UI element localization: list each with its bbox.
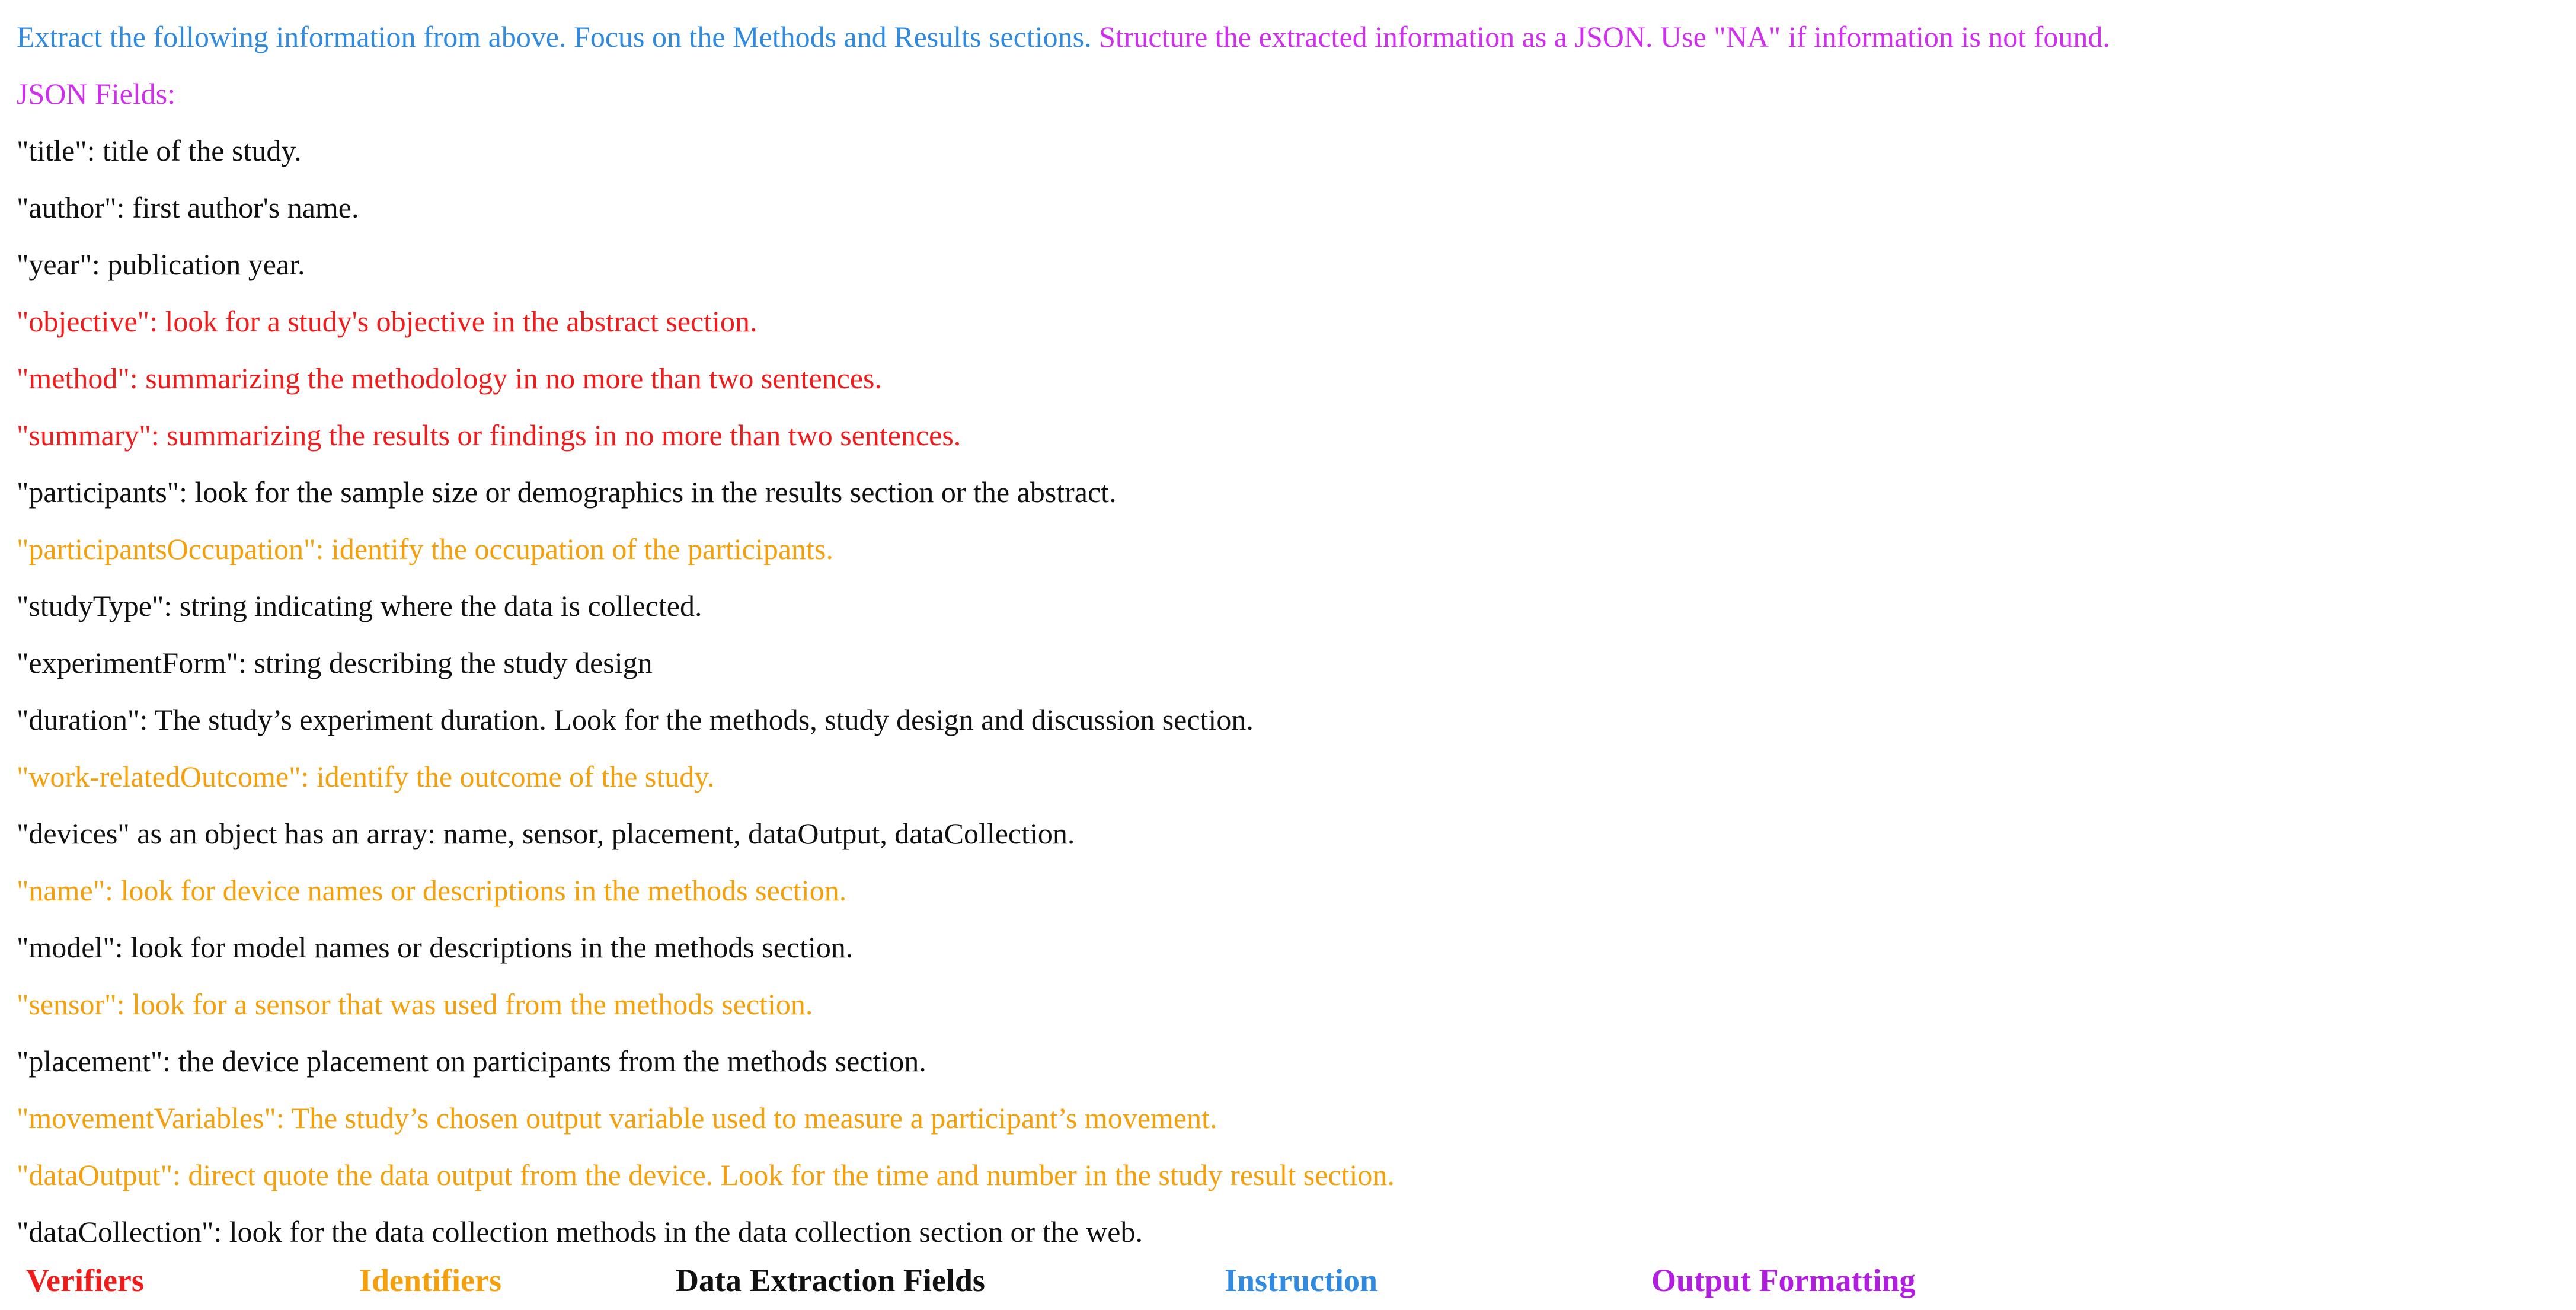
field-work-related-outcome: "work-relatedOutcome": identify the outcome of the study. <box>17 760 715 793</box>
field-sensor: "sensor": look for a sensor that was used from the methods section. <box>17 988 813 1021</box>
field-data-collection: "dataCollection": look for the data collection methods in the data collection section or the web. <box>17 1215 1143 1248</box>
legend-instruction: Instruction <box>1225 1263 1378 1298</box>
field-movement-variables: "movementVariables": The study’s chosen output variable used to measure a participant’s movement. <box>17 1101 1217 1135</box>
fields-heading: JSON Fields: <box>17 77 176 110</box>
field-objective: "objective": look for a study's objective in the abstract section. <box>17 305 758 338</box>
color-legend <box>0 1257 2576 1304</box>
output-formatting-text: Structure the extracted information as a JSON. Use "NA" if information is not found. <box>1091 20 2110 53</box>
legend-data-extraction-fields: Data Extraction Fields <box>676 1263 985 1298</box>
field-study-type: "studyType": string indicating where the data is collected. <box>17 589 702 622</box>
field-method: "method": summarizing the methodology in no more than two sentences. <box>17 362 882 395</box>
legend-identifiers: Identifiers <box>359 1263 501 1298</box>
field-name: "name": look for device names or descriptions in the methods section. <box>17 874 847 907</box>
field-duration: "duration": The study’s experiment duration. Look for the methods, study design and discussion section. <box>17 703 1254 736</box>
field-participants-occupation: "participantsOccupation": identify the occupation of the participants. <box>17 532 833 565</box>
field-summary: "summary": summarizing the results or findings in no more than two sentences. <box>17 418 961 452</box>
legend-verifiers: Verifiers <box>26 1263 144 1298</box>
prompt-document <box>17 8 2565 1260</box>
field-year: "year": publication year. <box>17 248 305 281</box>
legend-output-formatting: Output Formatting <box>1651 1263 1916 1298</box>
field-experiment-form: "experimentForm": string describing the study design <box>17 646 653 679</box>
field-devices: "devices" as an object has an array: name, sensor, placement, dataOutput, dataCollection. <box>17 817 1075 850</box>
intro-line <box>17 8 2565 65</box>
field-author: "author": first author's name. <box>17 191 359 224</box>
field-placement: "placement": the device placement on participants from the methods section. <box>17 1044 926 1078</box>
instruction-text: Extract the following information from above. Focus on the Methods and Results sections. <box>17 20 1092 53</box>
field-participants: "participants": look for the sample size or demographics in the results section or the abstract. <box>17 475 1117 509</box>
field-title: "title": title of the study. <box>17 134 302 167</box>
field-model: "model": look for model names or descriptions in the methods section. <box>17 931 854 964</box>
field-data-output: "dataOutput": direct quote the data output from the device. Look for the time and number in the study result section. <box>17 1158 1395 1191</box>
